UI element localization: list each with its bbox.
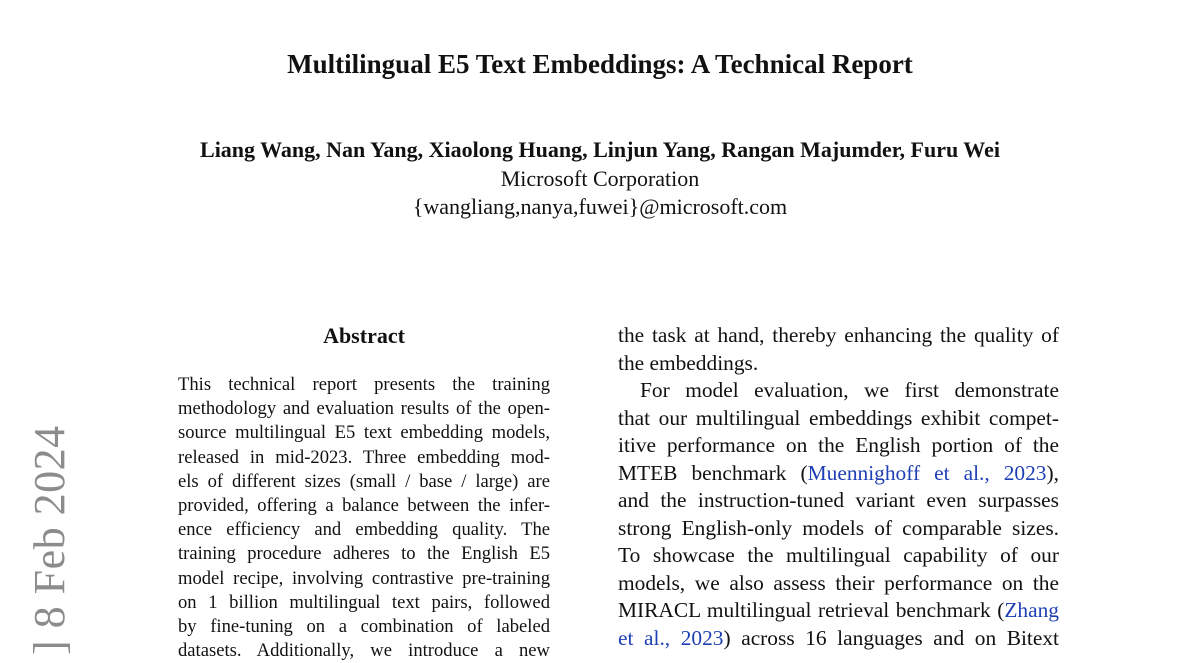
author-emails[interactable]: {wangliang,nanya,fuwei}@microsoft.com — [412, 194, 788, 219]
body-line: models, we also assess their performance on the — [618, 570, 1059, 595]
abstract-line: methodology and evaluation results of the open- — [178, 398, 550, 420]
body-line — [618, 460, 1059, 488]
arxiv-side-stamp: ] 8 Feb 2024 — [25, 425, 74, 655]
abstract-heading: Abstract — [323, 323, 405, 348]
body-line: and the instruction-tuned variant even surpasses — [618, 488, 1059, 512]
abstract-line: training procedure adheres to the English E5 — [178, 543, 550, 565]
body-text: MTEB benchmark ( — [618, 460, 808, 485]
abstract-line: datasets. Additionally, we introduce a new — [178, 640, 550, 662]
abstract-line: This technical report presents the training — [178, 374, 550, 395]
paper-title: Multilingual E5 Text Embeddings: A Technical Report — [287, 49, 913, 79]
citation-link-zhang[interactable]: Zhang — [1004, 598, 1059, 622]
body-line: itive performance on the English portion of the — [618, 433, 1059, 457]
abstract-line: provided, offering a balance between the infer- — [178, 495, 550, 517]
body-text: MIRACL multilingual retrieval benchmark ( — [618, 598, 1005, 622]
body-line: To showcase the multilingual capability of our — [618, 543, 1059, 567]
citation-link-muennighoff[interactable]: Muennighoff et al., 2023 — [807, 460, 1047, 485]
body-line: the task at hand, thereby enhancing the quality of — [618, 323, 1059, 347]
abstract-body — [178, 373, 550, 663]
right-column-text — [618, 322, 1059, 652]
body-text: ), — [1046, 460, 1059, 485]
abstract-line: els of different sizes (small / base / large) are — [178, 470, 550, 492]
body-line: strong English-only models of comparable sizes. — [618, 515, 1059, 540]
abstract-line: released in mid-2023. Three embedding mod- — [178, 446, 550, 468]
body-line: For model evaluation, we first demonstrate — [640, 378, 1059, 402]
body-line: that our multilingual embeddings exhibit compet- — [618, 405, 1059, 430]
abstract-line: model recipe, involving contrastive pre-training — [178, 567, 550, 589]
body-text: ) across 16 languages and on Bitext — [723, 625, 1059, 650]
author-list: Liang Wang, Nan Yang, Xiaolong Huang, Linjun Yang, Rangan Majumder, Furu Wei — [200, 137, 1000, 162]
affiliation: Microsoft Corporation — [500, 166, 700, 191]
abstract-line: by fine-tuning on a combination of labeled — [178, 616, 550, 638]
abstract-line: source multilingual E5 text embedding models, — [178, 422, 550, 444]
citation-link-zhang-cont[interactable]: et al., 2023 — [618, 625, 724, 650]
abstract-line: ence efficiency and embedding quality. The — [178, 519, 550, 541]
body-line — [618, 597, 1059, 625]
body-line: the embeddings. — [618, 350, 759, 375]
abstract-line: on 1 billion multilingual text pairs, followed — [178, 591, 550, 613]
